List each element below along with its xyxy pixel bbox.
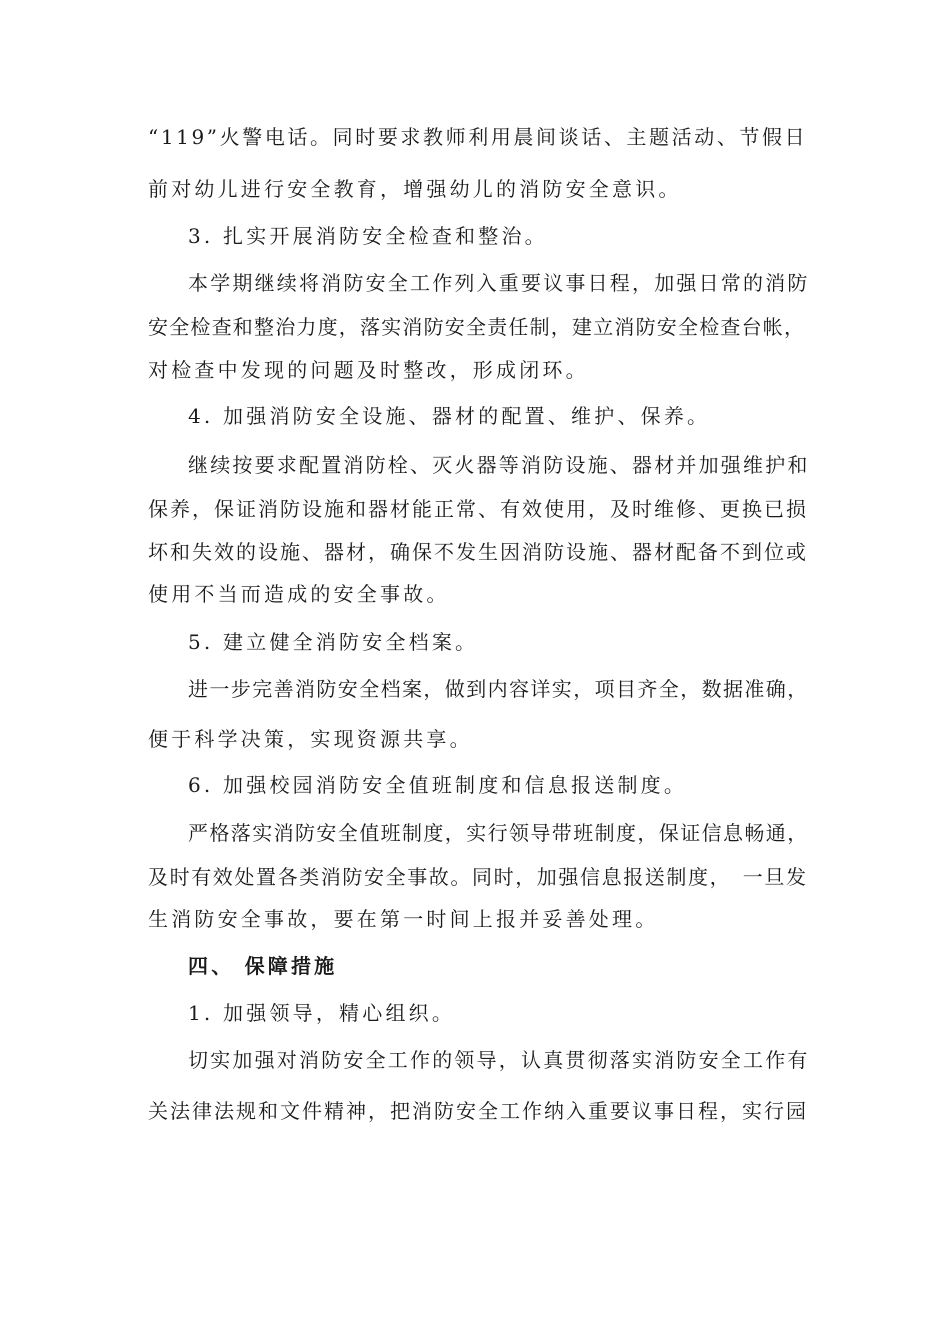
section-heading-4: 4. 加强消防安全设施、器材的配置、维护、保养。 <box>188 404 711 428</box>
paragraph-line: 便于科学决策，实现资源共享。 <box>148 727 473 751</box>
chapter-heading: 四、 保障措施 <box>188 954 338 978</box>
section-heading-1: 1. 加强领导，精心组织。 <box>188 1001 456 1025</box>
section-heading-5: 5. 建立健全消防安全档案。 <box>188 630 479 654</box>
paragraph-line: 关法律法规和文件精神，把消防安全工作纳入重要议事日程，实行园 <box>148 1099 808 1123</box>
paragraph-line: 进一步完善消防安全档案，做到内容详实，项目齐全，数据准确， <box>188 677 809 701</box>
paragraph-line: 对检查中发现的问题及时整改，形成闭环。 <box>148 358 589 382</box>
paragraph-line: 及时有效处置各类消防安全事故。同时，加强信息报送制度， 一旦发 <box>148 865 808 889</box>
paragraph-line: 坏和失效的设施、器材，确保不发生因消防设施、器材配备不到位或 <box>148 540 808 564</box>
paragraph-line: 切实加强对消防安全工作的领导，认真贯彻落实消防安全工作有 <box>188 1048 810 1072</box>
section-heading-3: 3. 扎实开展消防安全检查和整治。 <box>188 224 548 248</box>
paragraph-line: 使用不当而造成的安全事故。 <box>148 582 450 606</box>
paragraph-line: 生消防安全事故，要在第一时间上报并妥善处理。 <box>148 907 659 931</box>
paragraph-line: 本学期继续将消防安全工作列入重要议事日程，加强日常的消防 <box>188 271 810 295</box>
paragraph-line: 前对幼儿进行安全教育，增强幼儿的消防安全意识。 <box>148 177 682 201</box>
paragraph-line: “119”火警电话。同时要求教师利用晨间谈话、主题活动、节假日 <box>148 125 808 149</box>
paragraph-line: 继续按要求配置消防栓、灭火器等消防设施、器材并加强维护和 <box>188 453 810 477</box>
paragraph-line: 安全检查和整治力度，落实消防安全责任制，建立消防安全检查台帐， <box>148 315 806 339</box>
paragraph-line: 保养，保证消防设施和器材能正常、有效使用，及时维修、更换已损 <box>148 497 808 521</box>
section-heading-6: 6. 加强校园消防安全值班制度和信息报送制度。 <box>188 773 688 797</box>
paragraph-line: 严格落实消防安全值班制度，实行领导带班制度，保证信息畅通， <box>188 821 809 845</box>
